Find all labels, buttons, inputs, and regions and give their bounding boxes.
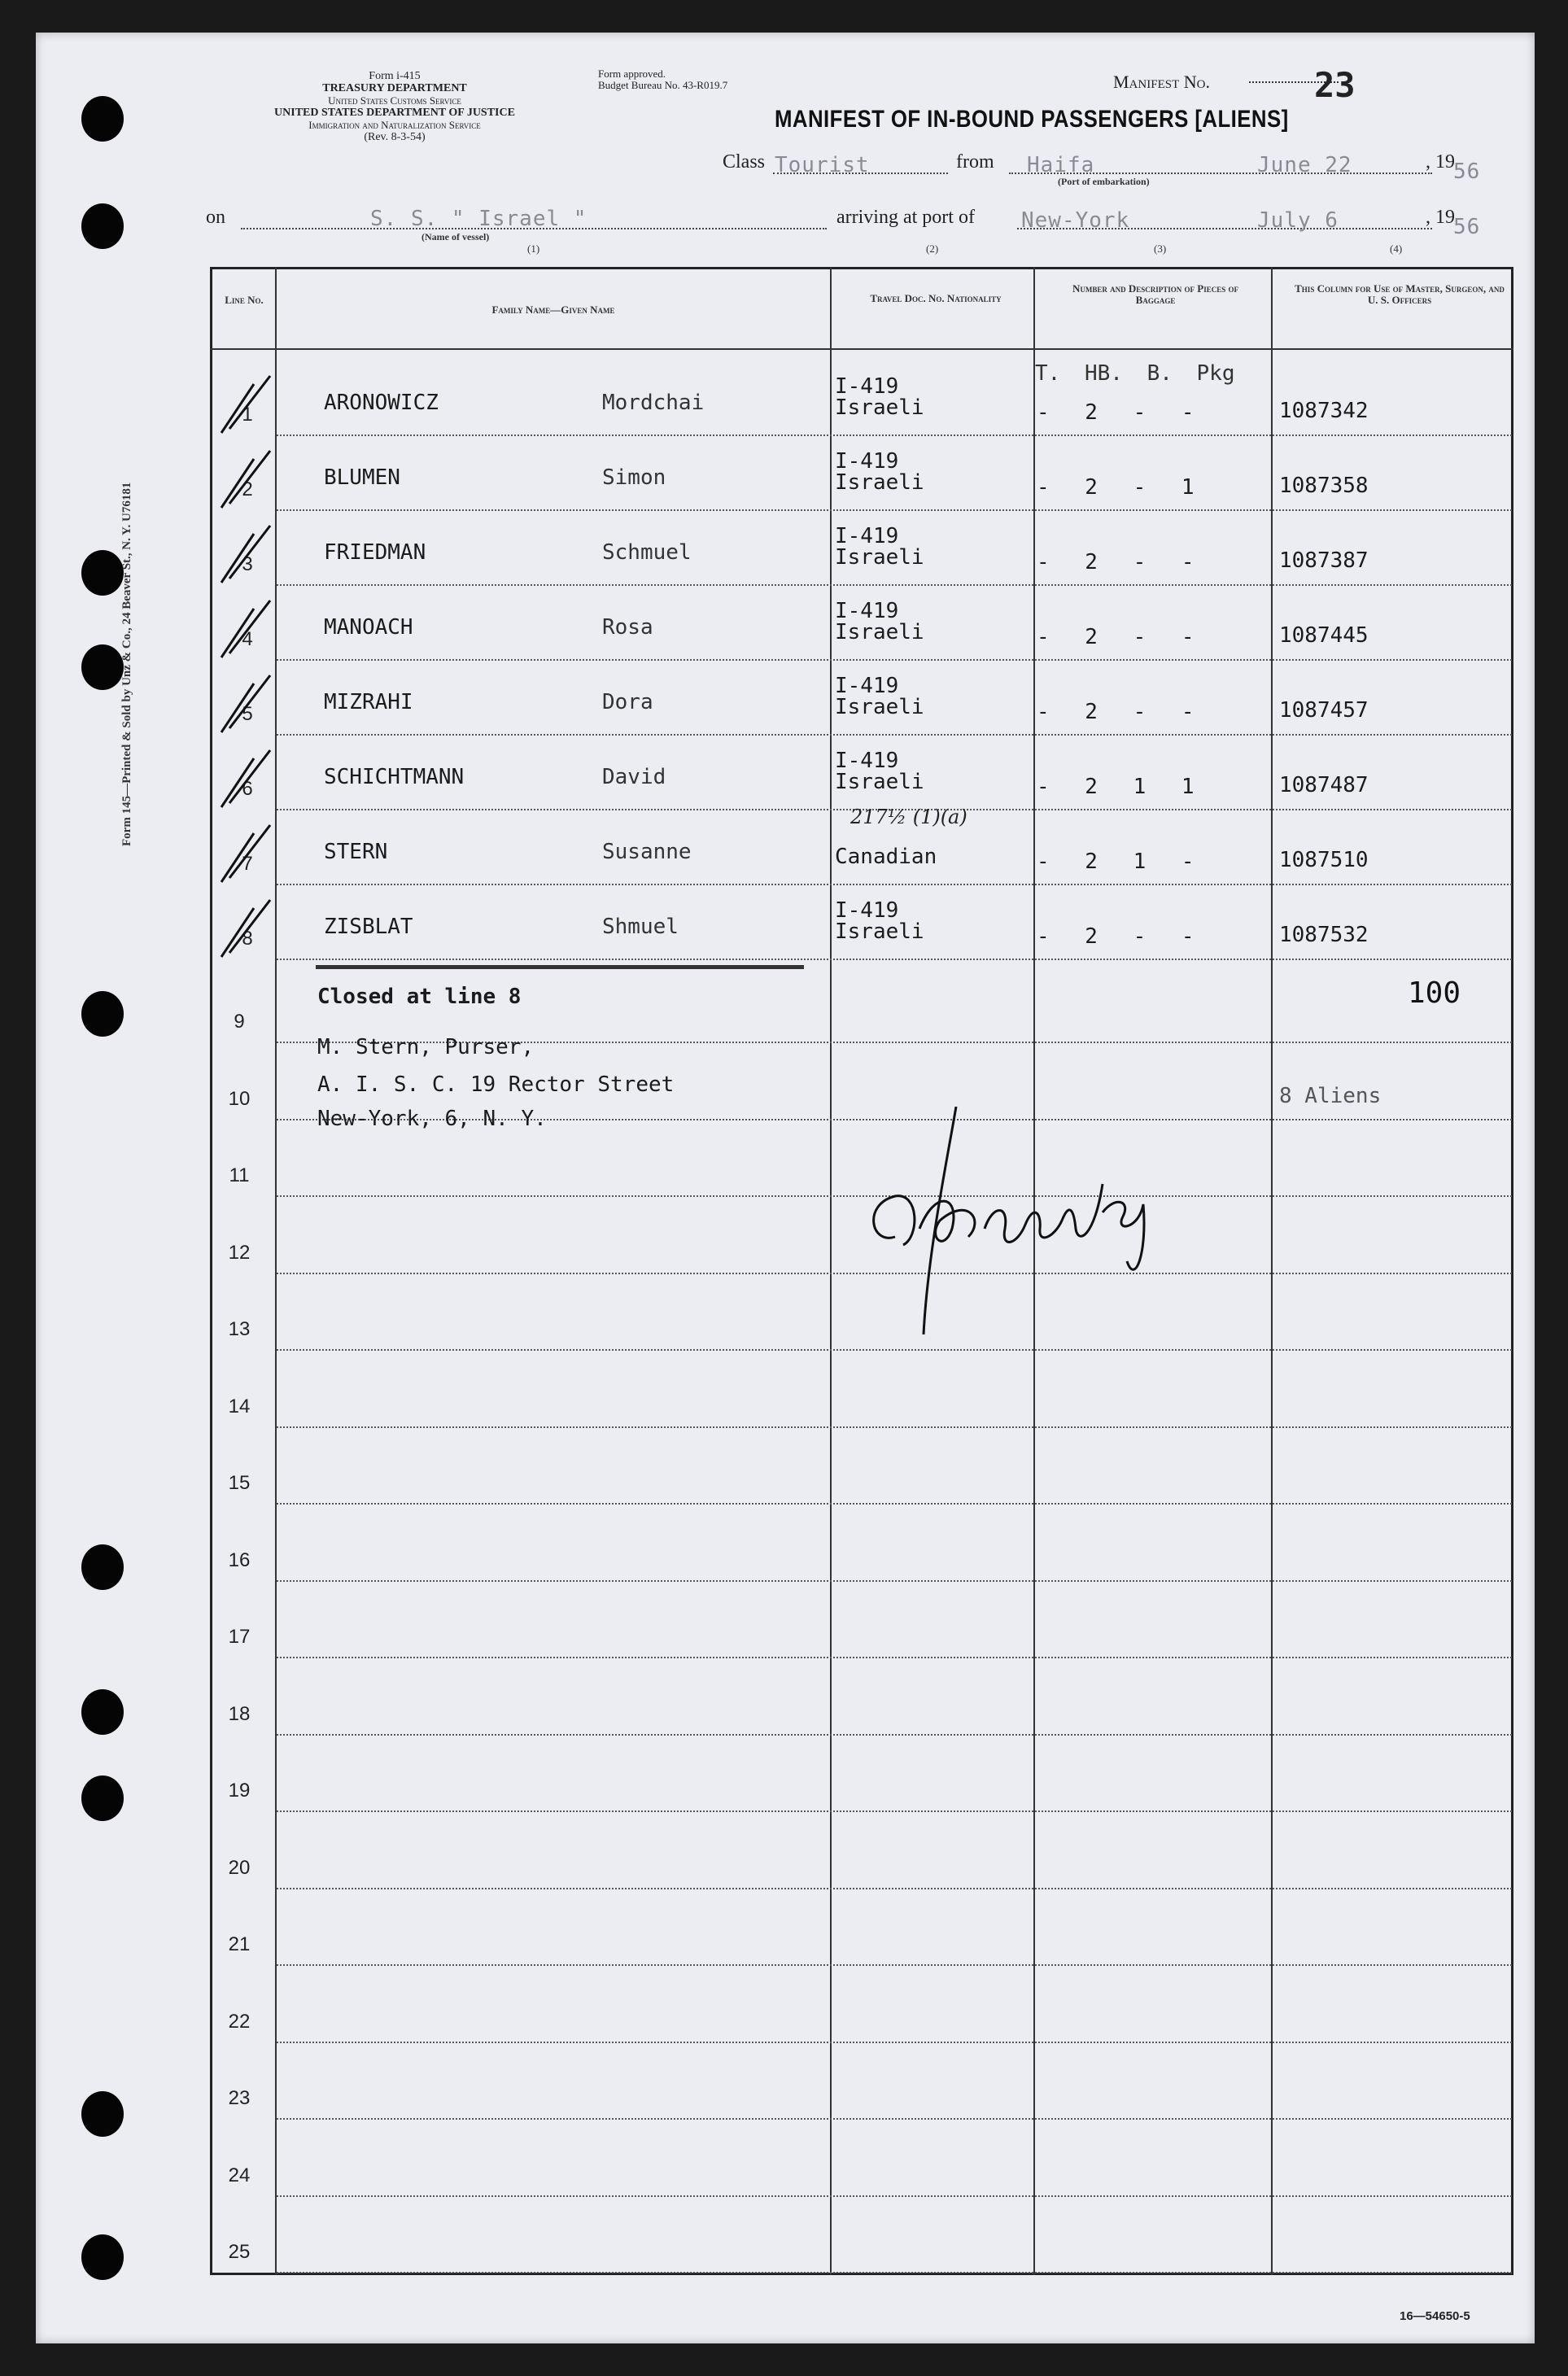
line-number: 11 xyxy=(229,1164,250,1186)
baggage-count: - 2 1 - xyxy=(1037,850,1195,874)
arriving-label: arriving at port of xyxy=(836,207,975,228)
family-name: ARONOWICZ xyxy=(324,391,439,415)
arrival-date: July 6 xyxy=(1257,208,1339,233)
embarkation-port: Haifa xyxy=(1027,153,1095,177)
check-mark xyxy=(213,817,286,890)
aliens-total: 8 Aliens xyxy=(1279,1084,1382,1108)
check-mark xyxy=(213,443,286,516)
travel-doc-no: I-419 xyxy=(835,749,899,773)
family-name: STERN xyxy=(324,840,388,864)
nationality: Israeli xyxy=(835,395,924,420)
line-number: 17 xyxy=(228,1626,251,1648)
officer-number: 1087532 xyxy=(1279,923,1369,947)
line-number: 14 xyxy=(228,1395,251,1417)
baggage-count: - 2 - - xyxy=(1037,700,1195,724)
punch-hole xyxy=(81,644,124,690)
year-prefix: , 19 xyxy=(1426,207,1455,228)
row-rule xyxy=(277,659,1512,661)
baggage-subheader: T. HB. B. Pkg xyxy=(1035,361,1235,386)
punch-hole xyxy=(81,550,124,596)
check-mark xyxy=(213,667,286,740)
travel-doc-no: I-419 xyxy=(835,524,899,548)
family-name: ZISBLAT xyxy=(324,915,413,939)
row-rule xyxy=(277,2118,1512,2120)
baggage-count: - 2 - - xyxy=(1037,625,1195,649)
row-rule xyxy=(277,1964,1512,1966)
row-rule xyxy=(277,2042,1512,2043)
line-number: 18 xyxy=(228,1702,251,1725)
line-number: 12 xyxy=(228,1241,251,1264)
given-name: Shmuel xyxy=(602,915,679,939)
line-number: 7 xyxy=(242,853,253,875)
given-name: Dora xyxy=(602,690,653,714)
travel-doc-no: I-419 xyxy=(835,374,899,399)
nationality: Israeli xyxy=(835,470,924,495)
caption-3: (3) xyxy=(1154,242,1167,255)
departure-year: 56 xyxy=(1453,159,1481,184)
line-number: 1 xyxy=(242,404,253,426)
arrival-year: 56 xyxy=(1453,215,1481,239)
baggage-count: - 2 1 1 xyxy=(1037,775,1195,799)
baggage-count: - 2 - 1 xyxy=(1037,475,1195,500)
row-rule xyxy=(277,734,1512,736)
punch-hole xyxy=(81,96,124,142)
line-number: 5 xyxy=(242,703,253,725)
nationality: Israeli xyxy=(835,919,924,944)
line-number: 25 xyxy=(228,2241,251,2263)
line-number: 15 xyxy=(228,1472,251,1494)
page-title: MANIFEST OF IN-BOUND PASSENGERS [ALIENS] xyxy=(775,106,1289,133)
from-label: from xyxy=(956,151,994,173)
treasury-dept: TREASURY DEPARTMENT xyxy=(322,82,467,94)
officer-number: 1087510 xyxy=(1279,848,1369,872)
approval-note xyxy=(598,68,727,91)
column-divider xyxy=(830,267,832,2275)
baggage-count: - 2 - - xyxy=(1037,550,1195,574)
line-number: 8 xyxy=(242,928,253,950)
family-name: MIZRAHI xyxy=(324,690,413,714)
justice-dept: UNITED STATES DEPARTMENT OF JUSTICE xyxy=(274,107,515,119)
purser-line-3: New-York, 6, N. Y. xyxy=(317,1107,547,1131)
nationality: Israeli xyxy=(835,620,924,644)
caption-4: (4) xyxy=(1390,242,1403,255)
given-name: Schmuel xyxy=(602,540,692,565)
given-name: David xyxy=(602,765,666,789)
purser-line-1: M. Stern, Purser, xyxy=(317,1035,535,1059)
line-number: 21 xyxy=(228,1933,251,1955)
baggage-count: - 2 - - xyxy=(1037,400,1195,425)
printer-imprint: Form 145—Printed & Sold by Unz & Co., 24 Beaver St., N. Y. U76181 xyxy=(120,482,133,846)
family-name: SCHICHTMANN xyxy=(324,765,465,789)
col-header-officers: This Column for Use of Master, Surgeon, and U. S. Officers xyxy=(1295,282,1505,306)
class-value: Tourist xyxy=(775,153,870,177)
row-rule xyxy=(277,1580,1512,1582)
line-number: 6 xyxy=(242,778,253,800)
given-name: Simon xyxy=(602,465,666,490)
row-rule xyxy=(277,884,1512,885)
line-number: 9 xyxy=(234,1011,245,1033)
ins-service: Immigration and Naturalization Service xyxy=(308,119,481,131)
manifest-no-label: Manifest No. xyxy=(1113,72,1210,92)
row-rule xyxy=(277,435,1512,436)
arrival-port: New-York xyxy=(1021,208,1130,233)
row-rule xyxy=(277,1426,1512,1428)
row-rule xyxy=(277,1657,1512,1658)
row-rule xyxy=(277,1503,1512,1505)
line-number: 13 xyxy=(228,1318,251,1340)
line-number: 22 xyxy=(228,2010,251,2033)
travel-doc-no: I-419 xyxy=(835,898,899,923)
nationality: Israeli xyxy=(835,545,924,570)
column-divider xyxy=(1271,267,1273,2275)
family-name: FRIEDMAN xyxy=(324,540,426,565)
row-rule xyxy=(277,509,1512,511)
count-100: 100 xyxy=(1408,976,1461,1010)
closed-note: Closed at line 8 xyxy=(317,985,522,1009)
agency-block xyxy=(203,70,586,143)
punch-hole xyxy=(81,203,124,249)
customs-service: United States Customs Service xyxy=(328,94,461,107)
manifest-number: 23 xyxy=(1314,65,1356,105)
officer-number: 1087457 xyxy=(1279,698,1369,723)
officer-number: 1087387 xyxy=(1279,548,1369,573)
check-mark xyxy=(213,592,286,666)
officer-number: 1087445 xyxy=(1279,623,1369,648)
punch-hole xyxy=(81,2234,124,2280)
print-code: 16—54650-5 xyxy=(1400,2309,1470,2323)
family-name: BLUMEN xyxy=(324,465,400,490)
punch-hole xyxy=(81,1775,124,1821)
row-rule xyxy=(277,1888,1512,1889)
punch-hole xyxy=(81,1544,124,1590)
officer-number: 1087358 xyxy=(1279,474,1369,498)
vessel-caption: (Name of vessel) xyxy=(421,231,490,242)
caption-2: (2) xyxy=(926,242,939,255)
caption-1: (1) xyxy=(527,242,540,255)
departure-date: June 22 xyxy=(1257,153,1352,177)
col-header-baggage: Number and Description of Pieces of Baggage xyxy=(1072,282,1238,306)
line-number: 2 xyxy=(242,478,253,500)
baggage-count: - 2 - - xyxy=(1037,924,1195,949)
col-header-name: Family Name—Given Name xyxy=(491,304,615,316)
officer-number: 1087342 xyxy=(1279,399,1369,423)
line-number: 20 xyxy=(228,1856,251,1879)
year-prefix: , 19 xyxy=(1426,151,1455,173)
line-number: 16 xyxy=(228,1548,251,1571)
nationality: Canadian xyxy=(835,845,937,869)
travel-doc-no: I-419 xyxy=(835,674,899,698)
given-name: Rosa xyxy=(602,615,653,640)
family-name: MANOACH xyxy=(324,615,413,640)
purser-line-2: A. I. S. C. 19 Rector Street xyxy=(317,1072,675,1097)
form-number: Form i-415 xyxy=(369,70,421,82)
check-mark xyxy=(213,742,286,815)
stern-annotation: 217½ (1)(a) xyxy=(850,806,967,828)
budget-line: Budget Bureau No. 43-R019.7 xyxy=(598,79,728,91)
check-mark xyxy=(213,518,286,591)
row-rule xyxy=(277,2272,1512,2273)
class-label: Class xyxy=(723,151,766,173)
header-separator xyxy=(210,348,1513,350)
line-number: 4 xyxy=(242,628,253,650)
row-rule xyxy=(277,959,1512,960)
check-mark xyxy=(213,368,286,441)
col-header-line-no: Line No. xyxy=(225,294,264,306)
closing-rule xyxy=(316,965,804,969)
travel-doc-no: I-419 xyxy=(835,449,899,474)
line-number: 3 xyxy=(242,553,253,575)
revision: (Rev. 8-3-54) xyxy=(364,131,426,143)
row-rule xyxy=(277,1734,1512,1736)
col-header-travel-doc: Travel Doc. No. Nationality xyxy=(870,292,1002,304)
row-rule xyxy=(277,2195,1512,2197)
line-number: 24 xyxy=(228,2164,251,2186)
nationality: Israeli xyxy=(835,770,924,794)
given-name: Mordchai xyxy=(602,391,705,415)
punch-hole xyxy=(81,2091,124,2137)
punch-hole xyxy=(81,991,124,1037)
approval-line: Form approved. xyxy=(598,68,666,80)
line-number: 19 xyxy=(228,1780,251,1802)
row-rule xyxy=(277,584,1512,586)
officer-signature xyxy=(863,1107,1188,1351)
nationality: Israeli xyxy=(835,695,924,719)
travel-doc-no: I-419 xyxy=(835,599,899,623)
check-mark xyxy=(213,892,286,965)
given-name: Susanne xyxy=(602,840,692,864)
port-caption: (Port of embarkation) xyxy=(1058,176,1150,187)
line-number: 10 xyxy=(228,1087,251,1110)
punch-hole xyxy=(81,1689,124,1735)
on-label: on xyxy=(206,207,225,228)
row-rule xyxy=(277,1810,1512,1812)
vessel-name: S. S. " Israel " xyxy=(370,207,587,231)
officer-number: 1087487 xyxy=(1279,773,1369,797)
line-number: 23 xyxy=(228,2087,251,2109)
